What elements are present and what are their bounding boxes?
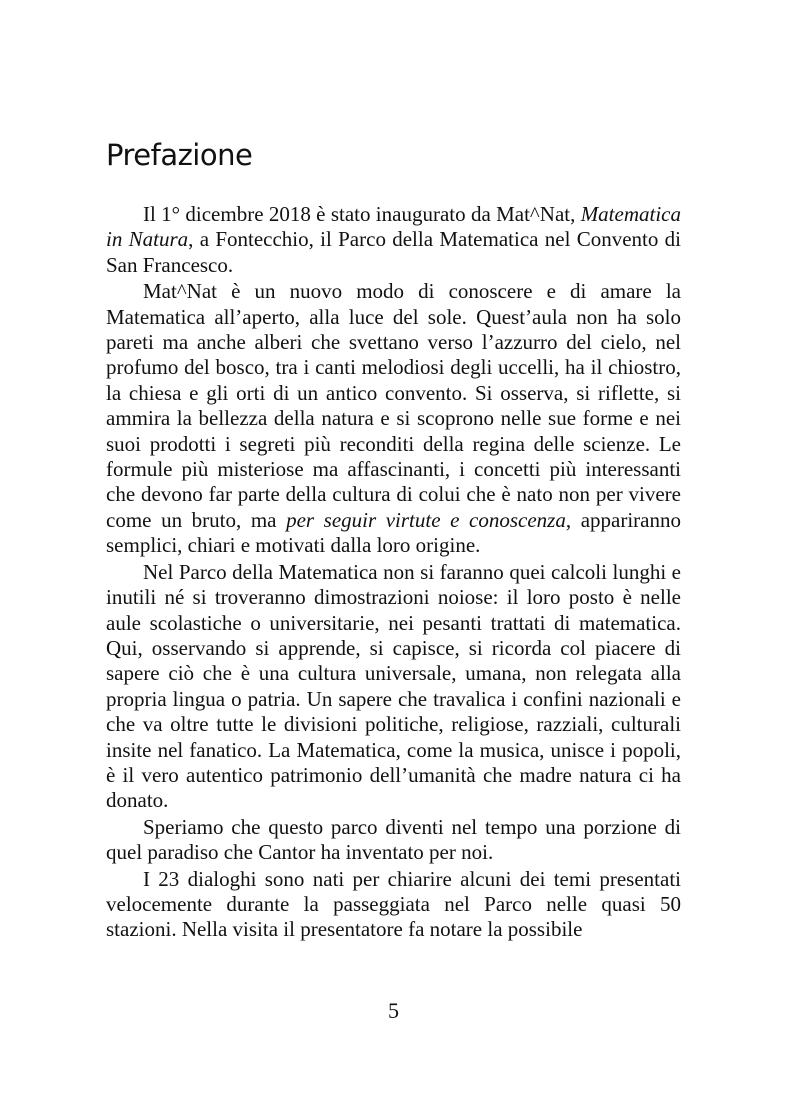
- text-run: Nel Parco della Matematica non si faranno quei calcoli lunghi e inutili né si troveranno dimostrazioni noiose: il loro posto è nelle aule scolastiche o universitarie, nei pesanti trattati di matematica. Qui, osservando si apprende, si capisce, si ricorda col piacere di sapere ciò che è una cultura universale, umana, non relegata alla propria lingua o patria. Un sapere che travalica i confini nazionali e che va oltre tutte le divisioni politiche, religiose, razziali, culturali insite nel fanatico. La Matematica, come la musica, unisce i popoli, è il vero autentico patrimonio dell’umanità che madre natura ci ha donato.: [106, 559, 681, 813]
- italic-run: Matematica in Natura: [106, 202, 681, 252]
- paragraph-1: [106, 202, 681, 278]
- page-number: 5: [388, 998, 399, 1023]
- text-run: Mat^Nat è un nuovo modo di conoscere e di amare la Matematica all’aperto, alla luce del sole. Quest’aula non ha solo pareti ma anche alberi che svettano verso l’azzurro del cielo, nel profumo del bosco, tra i canti melodiosi degli uccelli, ha il chiostro, la chiesa e gli orti di un antico convento. Si osserva, si riflette, si ammira la bellezza della natura e si scoprono nelle sue forme e nei suoi prodotti i segreti più reconditi della regina delle scienze. Le formule più misteriose ma affascinanti, i concetti più interessanti che devono far parte della cultura di colui che è nato non per vivere come un bruto, ma: [106, 279, 681, 532]
- page-title: Prefazione: [106, 138, 253, 172]
- paragraph-4: [106, 815, 681, 866]
- text-run: Speriamo che questo parco diventi nel tempo una porzione di quel paradiso che Cantor ha inventato per noi.: [106, 814, 681, 865]
- text-run: , appariranno semplici, chiari e motivati dalla loro origine.: [106, 507, 681, 558]
- paragraph-2: [106, 279, 681, 558]
- text-run: Il 1° dicembre 2018 è stato inaugurato da Mat^Nat,: [143, 202, 581, 226]
- body-text: [106, 202, 681, 943]
- text-run: , a Fontecchio, il Parco della Matematica nel Convento di San Francesco.: [106, 227, 681, 277]
- text-run: I 23 dialoghi sono nati per chiarire alcuni dei temi presentati velocemente durante la passeggiata nel Parco nelle quasi 50 stazioni. Nella visita il presentatore fa notare la possibile: [106, 866, 681, 942]
- paragraph-3: [106, 560, 681, 814]
- italic-run: per seguir virtute e conoscenza: [286, 507, 566, 532]
- paragraph-5: [106, 867, 681, 943]
